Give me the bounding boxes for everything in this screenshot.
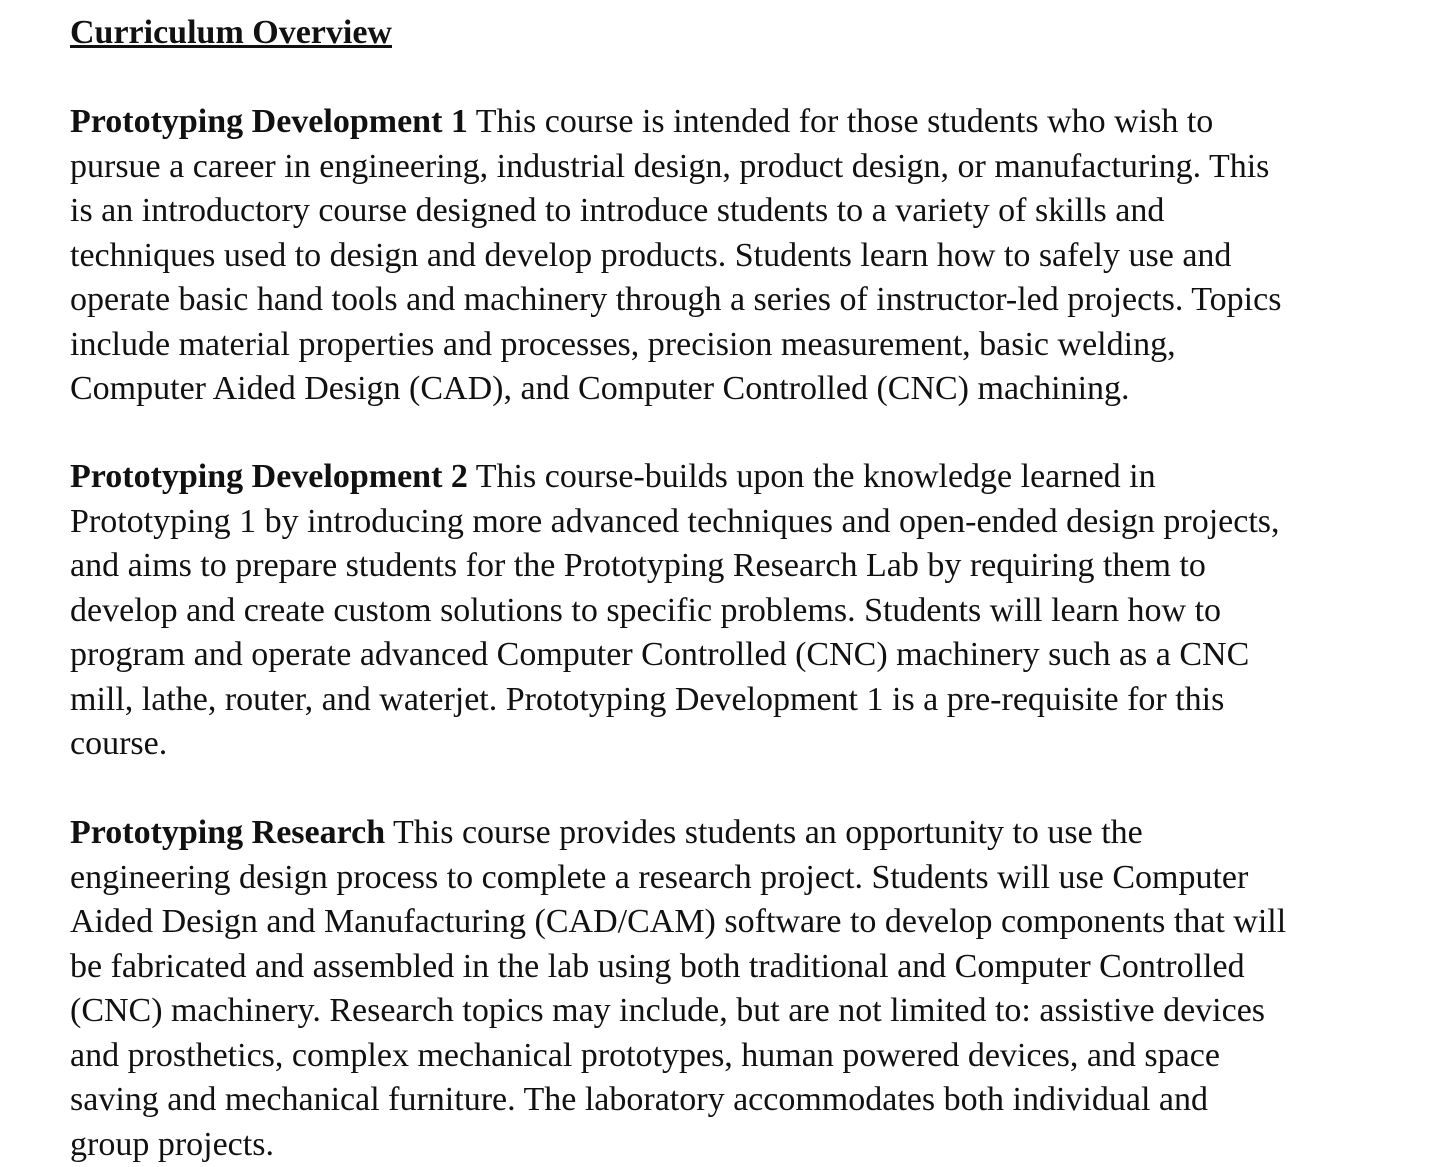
course-title: Prototyping Development 2 xyxy=(70,458,468,495)
course-description-prototyping-development-1 xyxy=(70,100,1281,412)
course-text-line: This course is intended for those students who wish to xyxy=(468,103,1213,140)
course-text-line: This course provides students an opportunity to use the xyxy=(385,814,1143,851)
course-text-line: group projects. xyxy=(70,1123,1286,1167)
course-text-line: be fabricated and assembled in the lab using both traditional and Computer Controlled xyxy=(70,945,1286,990)
course-text-line: Aided Design and Manufacturing (CAD/CAM) software to develop components that will xyxy=(70,900,1286,945)
page-title: Curriculum Overview xyxy=(70,10,1446,56)
course-text-line: Computer Aided Design (CAD), and Computer Controlled (CNC) machining. xyxy=(70,367,1281,412)
course-text-line: course. xyxy=(70,722,1280,767)
course-description-prototyping-development-2 xyxy=(70,455,1280,767)
document-page xyxy=(70,10,1446,56)
course-title: Prototyping Research xyxy=(70,814,385,851)
course-text-line: include material properties and processes, precision measurement, basic welding, xyxy=(70,323,1281,368)
course-title: Prototyping Development 1 xyxy=(70,103,468,140)
course-text-line: mill, lathe, router, and waterjet. Prototyping Development 1 is a pre-requisite for this xyxy=(70,678,1280,723)
course-description-prototyping-research xyxy=(70,811,1286,1167)
course-text-line: Prototyping 1 by introducing more advanced techniques and open-ended design projects, xyxy=(70,500,1280,545)
course-text-line: and aims to prepare students for the Prototyping Research Lab by requiring them to xyxy=(70,544,1280,589)
course-text-line: saving and mechanical furniture. The laboratory accommodates both individual and xyxy=(70,1078,1286,1123)
course-first-line xyxy=(70,100,1281,145)
course-first-line xyxy=(70,455,1280,500)
course-text-line: This course-builds upon the knowledge learned in xyxy=(468,458,1156,495)
course-text-line: program and operate advanced Computer Controlled (CNC) machinery such as a CNC xyxy=(70,633,1280,678)
course-text-line: techniques used to design and develop products. Students learn how to safely use and xyxy=(70,234,1281,279)
course-text-line: engineering design process to complete a research project. Students will use Computer xyxy=(70,856,1286,901)
course-first-line xyxy=(70,811,1286,856)
course-text-line: operate basic hand tools and machinery through a series of instructor-led projects. Topics xyxy=(70,278,1281,323)
course-text-line: develop and create custom solutions to specific problems. Students will learn how to xyxy=(70,589,1280,634)
course-text-line: (CNC) machinery. Research topics may include, but are not limited to: assistive devices xyxy=(70,989,1286,1034)
course-text-line: is an introductory course designed to introduce students to a variety of skills and xyxy=(70,189,1281,234)
course-text-line: and prosthetics, complex mechanical prototypes, human powered devices, and space xyxy=(70,1034,1286,1079)
course-text-line: pursue a career in engineering, industrial design, product design, or manufacturing. This xyxy=(70,145,1281,190)
